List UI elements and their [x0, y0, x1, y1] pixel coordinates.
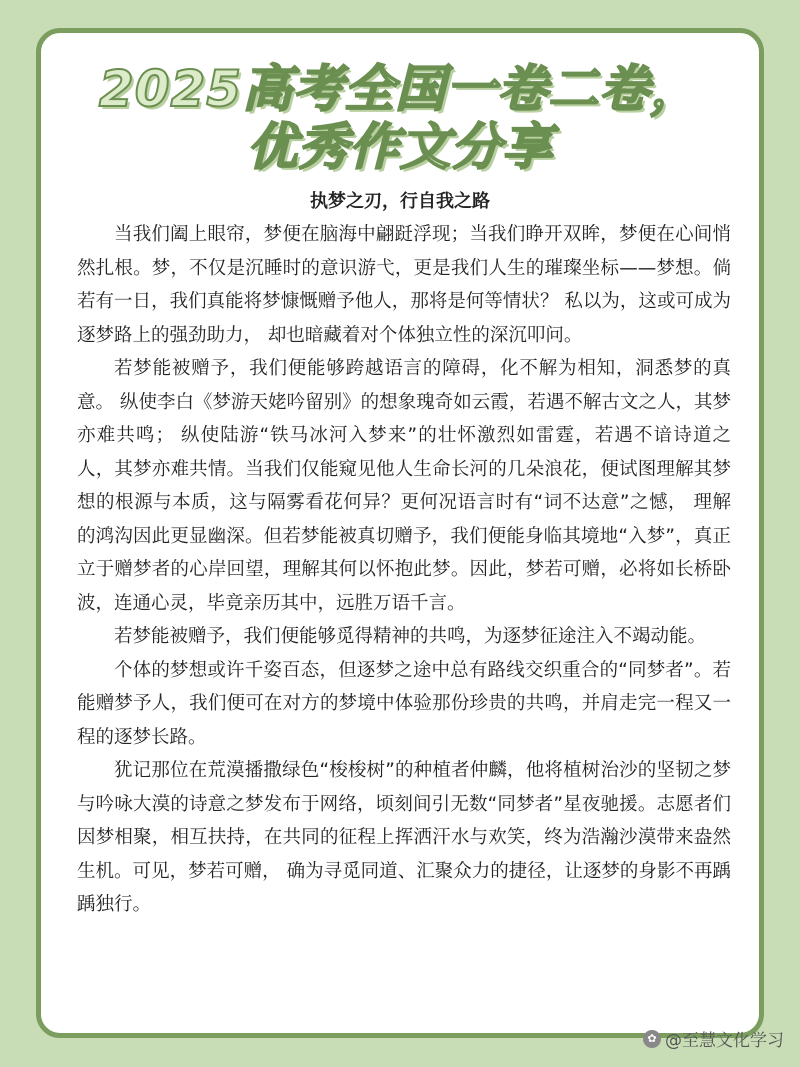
essay-paragraph-2: 若梦能被赠予，我们便能够跨越语言的障碍，化不解为相知，洞悉梦的真意。 纵使李白《梦游天姥吟留别》的想象瑰奇如云霞，若遇不解古文之人，其梦亦难共鸣； 纵使陆游“铁马冰河入梦来”的壮怀激烈如雷霆，若遇不谙诗道之人，其梦亦难共情。当我们仅能窥见他人生命长河的几朵浪花，便试图理解其梦想的根源与本质，这与隔雾看花何异？更何况语言时有“词不达意”之憾， 理解的鸿沟因此更显幽深。但若梦能被真切赠予，我们便能身临其境地“入梦”，真正立于赠梦者的心岸回望，理解其何以怀抱此梦。因此，梦若可赠，必将如长桥卧波，连通心灵，毕竟亲历其中，远胜万语千言。	[77, 358, 731, 614]
essay-paragraph-5: 犹记那位在荒漠播撒绿色“梭梭树”的种植者仲麟，他将植树治沙的坚韧之梦与吟咏大漠的诗意之梦发布于网络，顷刻间引无数“同梦者”星夜驰援。志愿者们因梦相聚，相互扶持，在共同的征程上挥洒汗水与欢笑，终为浩瀚沙漠带来盎然生机。可见，梦若可赠， 确为寻觅同道、汇聚众力的捷径，让逐梦的身影不再踽踽独行。	[77, 760, 731, 915]
essay-card	[36, 28, 764, 1038]
watermark-text: @至慧文化学习	[665, 1031, 784, 1051]
watermark	[643, 1026, 784, 1051]
headline-line-1: 2025高考全国一卷二卷，	[98, 60, 702, 118]
headline-line-2: 优秀作文分享	[247, 118, 553, 176]
essay-body	[77, 218, 731, 922]
essay-paragraph-1: 当我们阖上眼帘，梦便在脑海中翩跹浮现；当我们睁开双眸，梦便在心间悄然扎根。梦，不仅是沉睡时的意识游弋，更是我们人生的璀璨坐标——梦想。倘若有一日，我们真能将梦慷慨赠予他人，那将是何等情状？ 私以为，这或可成为逐梦路上的强劲助力， 却也暗藏着对个体独立性的深沉叩问。	[77, 224, 731, 346]
essay-paragraph-4: 个体的梦想或许千姿百态，但逐梦之途中总有路线交织重合的“同梦者”。若能赠梦予人，我们便可在对方的梦境中体验那份珍贵的共鸣，并肩走完一程又一程的逐梦长路。	[77, 659, 731, 748]
watermark-logo-icon: ✿	[643, 1030, 661, 1048]
essay-title: 执梦之刃，行自我之路	[310, 191, 490, 212]
essay-paragraph-3: 若梦能被赠予，我们便能够觅得精神的共鸣，为逐梦征途注入不竭动能。	[114, 626, 707, 647]
